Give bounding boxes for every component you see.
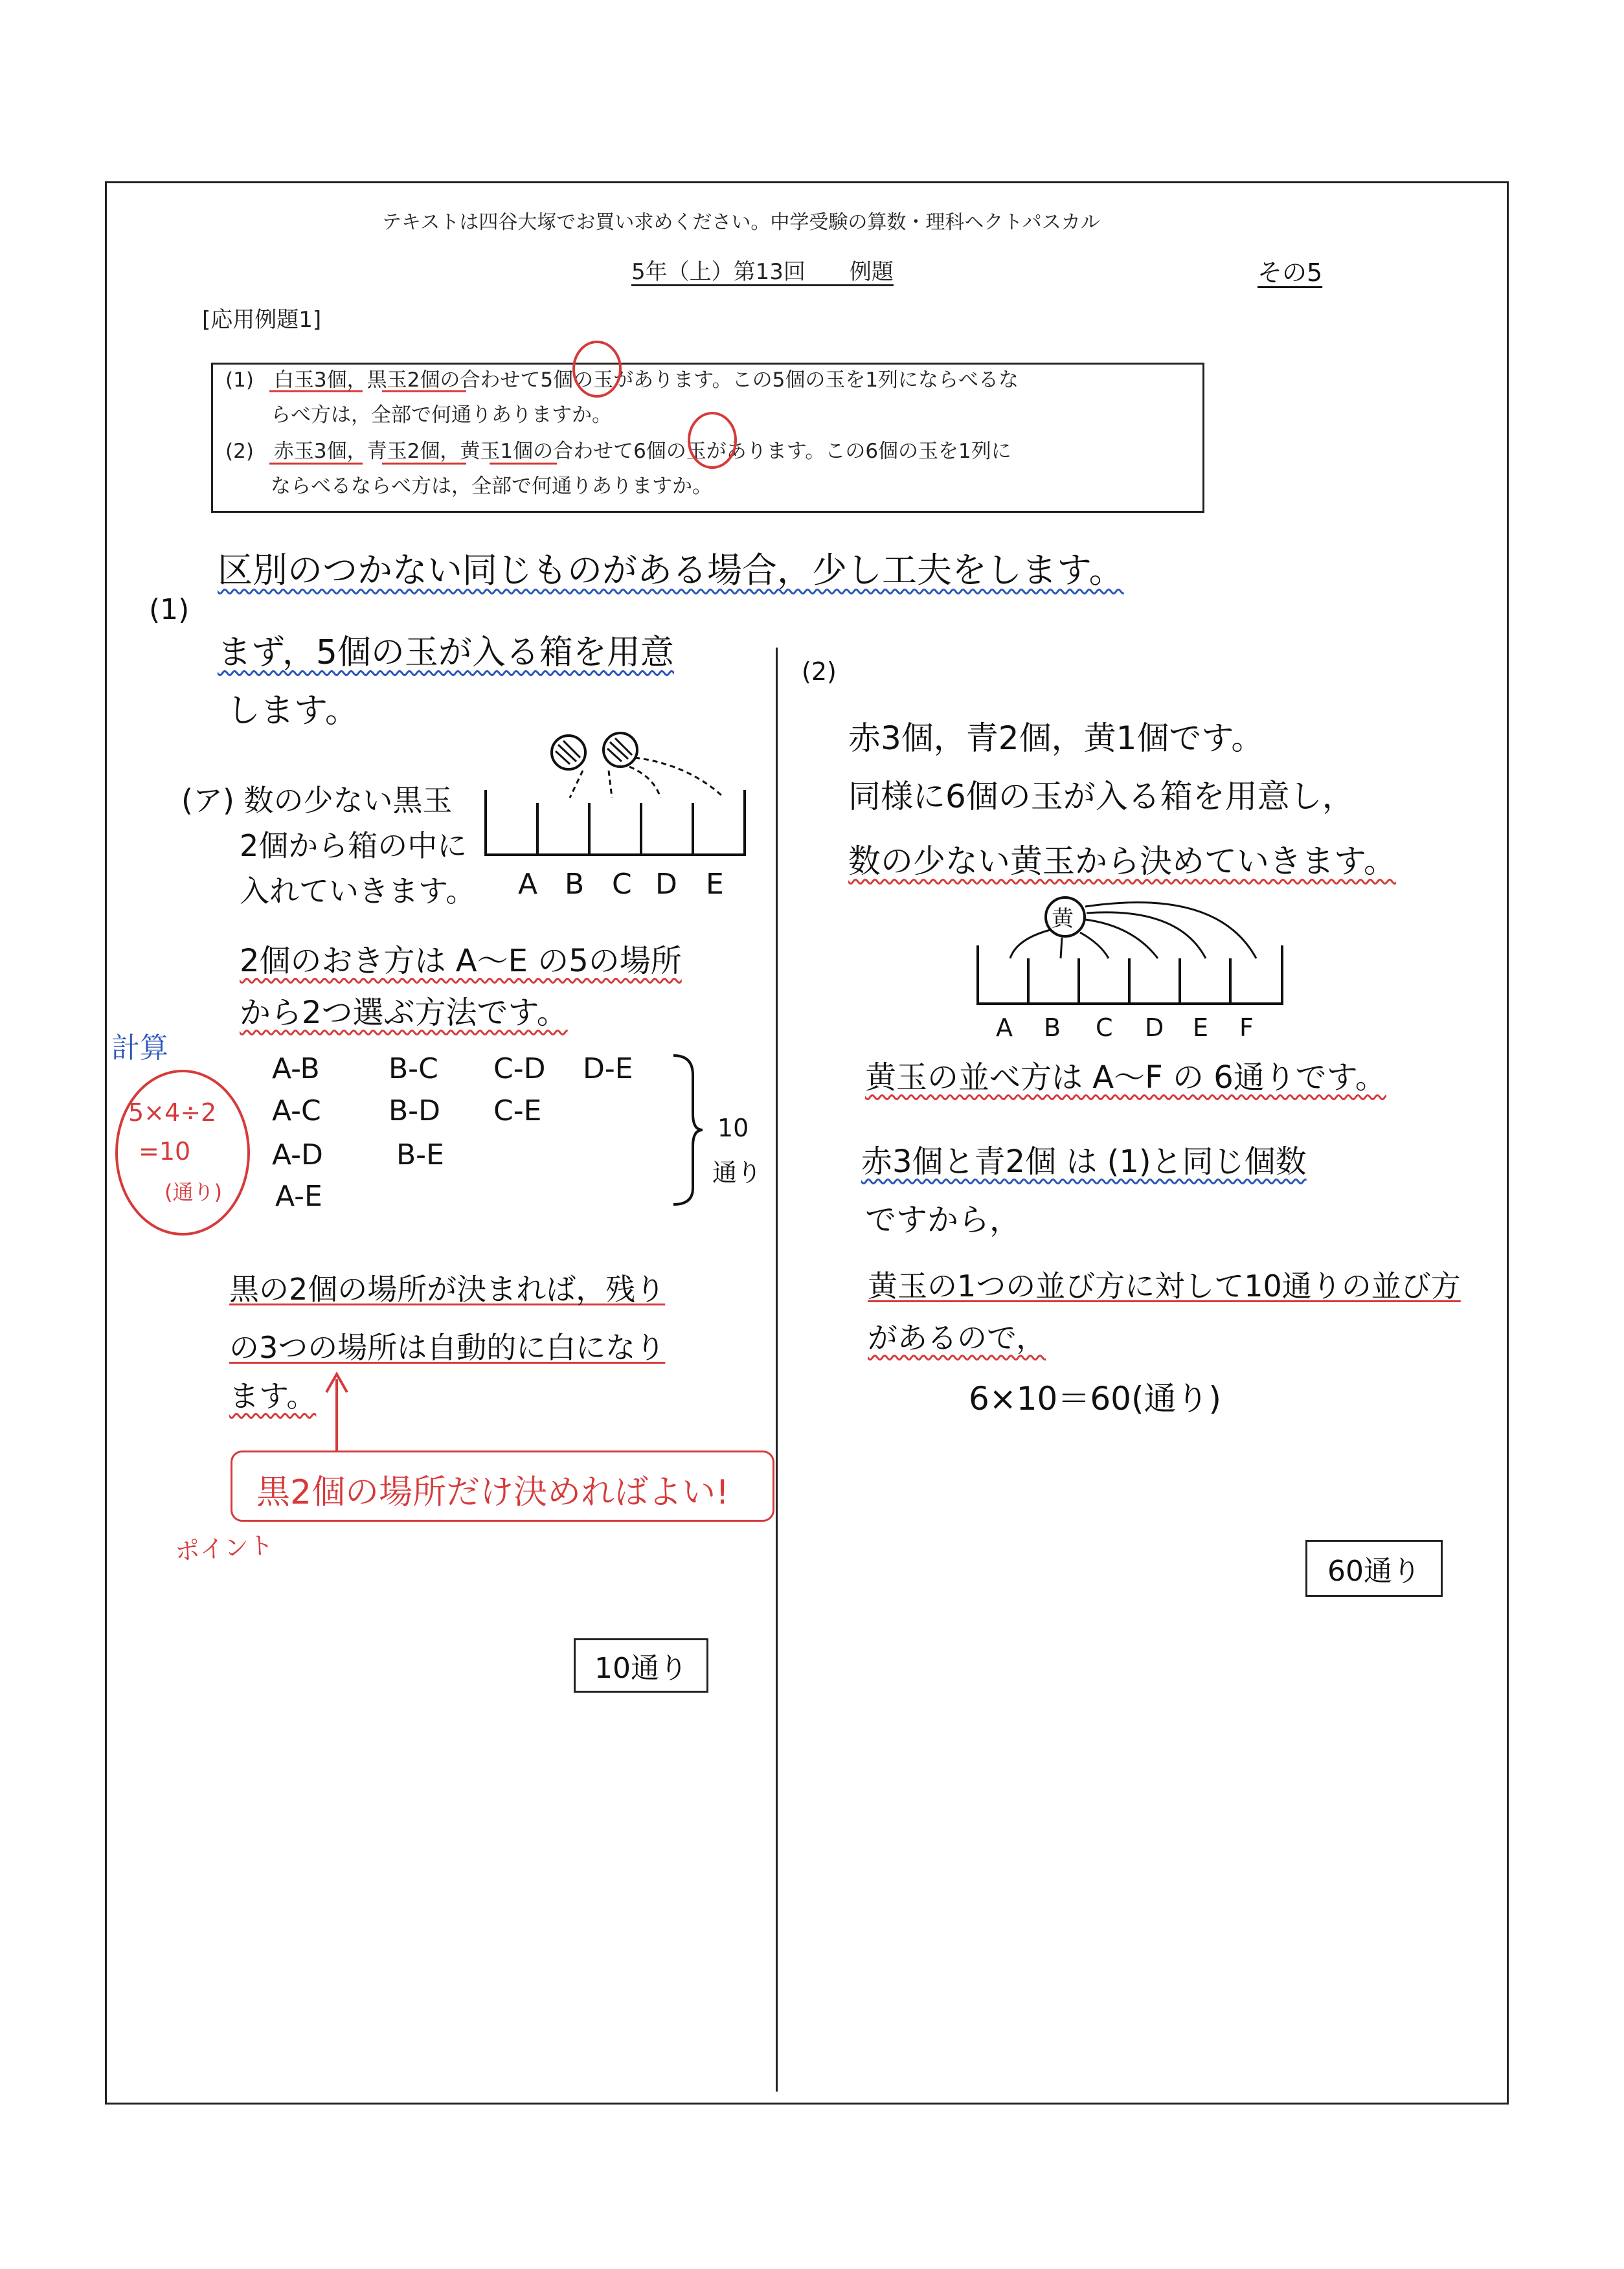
box-label-a: A [518, 868, 538, 901]
six-box-label-c: C [1096, 1013, 1113, 1042]
part1-setup-line2: します。 [227, 692, 359, 730]
part2-answer: 60通り [1305, 1540, 1443, 1597]
part1-setup-text: まず，5個の玉が入る箱を用意 [218, 633, 674, 672]
remaining-text-1: 黒の2個の場所が決まれば，残り [229, 1272, 666, 1307]
remaining-text-2: の3つの場所は自動的に白になり [229, 1330, 666, 1365]
six-box-label-b: B [1044, 1013, 1061, 1042]
pair-c-e: C-E [493, 1094, 542, 1127]
reason-line1 [868, 1263, 1461, 1305]
point-arrow [317, 1366, 356, 1457]
same-line1 [861, 1136, 1307, 1181]
part2-formula: 6×10＝60(通り) [969, 1380, 1221, 1417]
placement-line2: から2つ選ぶ方法です。 [240, 995, 568, 1031]
remaining-line3: ます。 [229, 1379, 317, 1414]
brace-count: 10 [717, 1114, 749, 1142]
section-label: [応用例題1] [202, 307, 322, 333]
brace-unit: 通り [712, 1158, 762, 1187]
header-notice: テキストは四谷大塚でお買い求めください。中学受験の算数・理科ヘクトパスカル [382, 211, 1100, 234]
problem-q2-line1: (2) 赤玉3個，青玉2個，黄玉1個の合わせて6個の玉があります。この6個の玉を1列に [225, 440, 1011, 463]
box-label-b: B [565, 868, 585, 901]
placement-line1: 2個のおき方は A〜E の5の場所 [240, 943, 682, 979]
pair-b-c: B-C [389, 1052, 438, 1085]
part2-line2: 同様に6個の玉が入る箱を用意し， [848, 778, 1355, 815]
part2-label: (2) [802, 657, 837, 686]
pair-a-c: A-C [272, 1094, 321, 1127]
page-label: その5 [1257, 258, 1323, 287]
part1-setup-line1 [218, 625, 674, 673]
circle-6-mark [689, 413, 736, 468]
point-text: 黒2個の場所だけ決めればよい! [256, 1473, 729, 1512]
part2-line3: 数の少ない黄玉から決めていきます。 [848, 842, 1396, 880]
step-a-line1: (ア) 数の少ない黒玉 [181, 783, 453, 818]
box-label-e: E [706, 868, 724, 901]
yellow-ball-label: 黄 [1052, 906, 1074, 932]
six-box-label-a: A [996, 1013, 1013, 1042]
box-label-d: D [655, 868, 677, 901]
six-box-diagram [971, 894, 1295, 1043]
pair-c-d: C-D [493, 1052, 546, 1085]
same-line2: ですから， [865, 1202, 1021, 1238]
pair-a-d: A-D [272, 1138, 323, 1171]
pairs-brace [667, 1049, 706, 1211]
problem-q2-line2: ならべるならべ方は，全部で何通りありますか。 [271, 475, 712, 498]
pair-b-e: B-E [396, 1138, 444, 1171]
yellow-result: 黄玉の並べ方は A〜F の 6通りです。 [865, 1059, 1386, 1096]
point-label: ポイント [174, 1530, 275, 1566]
step-a-line2: 2個から箱の中に [240, 828, 468, 863]
pair-b-d: B-D [389, 1094, 440, 1127]
six-box-label-d: D [1145, 1013, 1164, 1042]
box-label-c: C [612, 868, 632, 901]
remaining-line1 [229, 1266, 665, 1309]
part1-label: (1) [149, 593, 190, 626]
same-text-1: 赤3個と青2個 は (1)と同じ個数 [861, 1144, 1307, 1180]
reason-text-1: 黄玉の1つの並び方に対して10通りの並び方 [868, 1269, 1461, 1304]
pair-a-e: A-E [275, 1180, 322, 1213]
part1-answer: 10通り [574, 1638, 708, 1693]
problem-q1-line1: (1) 白玉3個，黒玉2個の合わせて5個の玉があります。この5個の玉を1列にならべるな [225, 368, 1019, 392]
reason-line2: があるので， [868, 1320, 1046, 1355]
part2-line1: 赤3個，青2個，黄1個です。 [848, 719, 1264, 757]
calc-line2: =10 [139, 1137, 191, 1166]
lesson-title: 5年（上）第13回 例題 [631, 259, 894, 285]
calc-label: 計算 [111, 1032, 168, 1065]
intro-note: 区別のつかない同じものがある場合，少し工夫をします。 [218, 550, 1124, 591]
five-box-diagram [479, 725, 764, 913]
pair-a-b: A-B [272, 1052, 320, 1085]
circle-5-mark [574, 342, 620, 396]
six-box-label-f: F [1239, 1013, 1254, 1042]
six-box-label-e: E [1193, 1013, 1209, 1042]
calc-line1: 5×4÷2 [128, 1098, 217, 1127]
pair-d-e: D-E [583, 1052, 633, 1085]
calc-line3: (通り) [164, 1180, 222, 1204]
remaining-line2 [229, 1324, 665, 1367]
problem-q1-line2: らべ方は，全部で何通りありますか。 [271, 403, 612, 427]
step-a-line3: 入れていきます。 [240, 874, 476, 909]
